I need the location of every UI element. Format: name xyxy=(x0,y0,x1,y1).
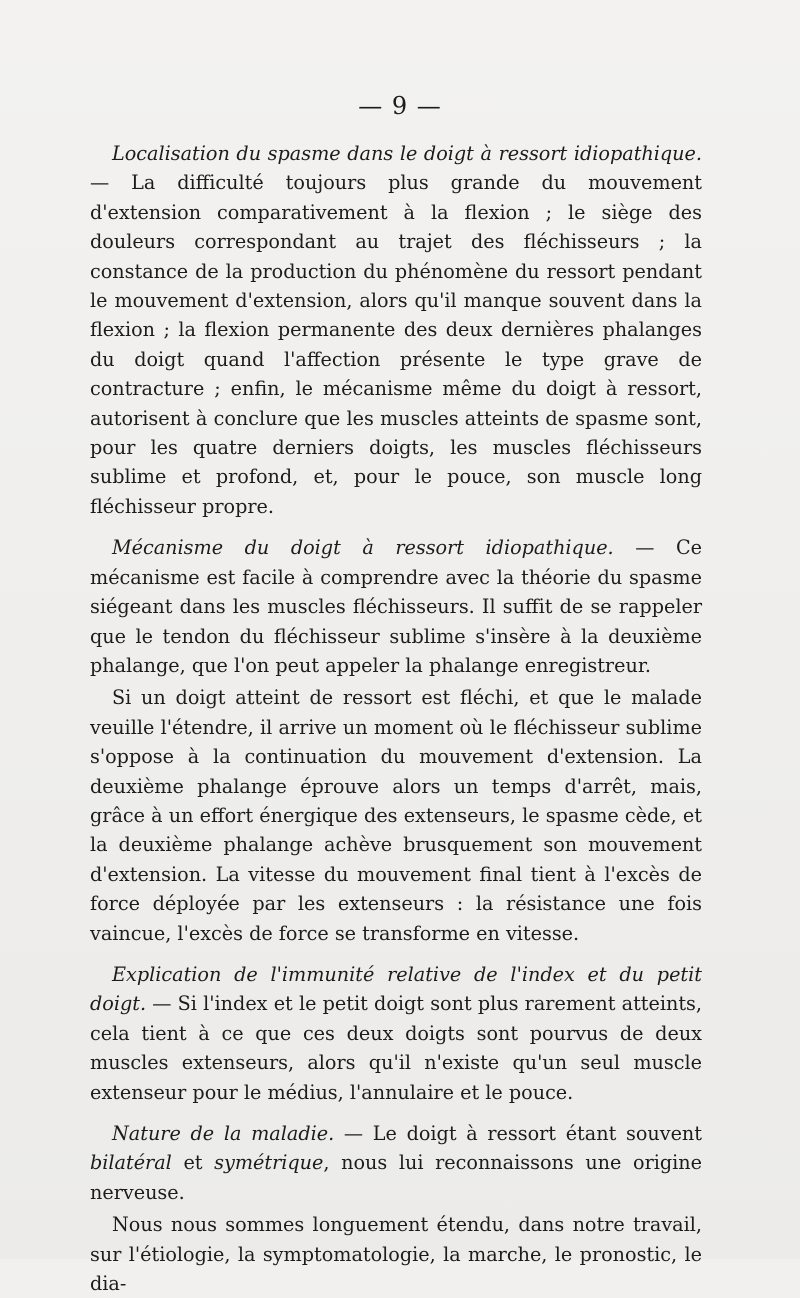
paragraph-etude xyxy=(90,1210,702,1298)
paragraph-text: et xyxy=(171,1151,215,1175)
paragraph-text: , nous lui reconnaissons une origine nerveuse. xyxy=(90,1151,703,1204)
section-heading-immunite: Explication de l'immunité relative de l'index et du petit doigt. xyxy=(90,962,702,1016)
emphasis-bilateral: bilatéral xyxy=(90,1151,172,1175)
paragraph-text: — La difficulté toujours plus grande du mouvement d'extension comparativement à la flexion ; le siège des douleurs correspondant au trajet des fléchisseurs ; la constance de la production du phénomène du ressort pendant le mouvement d'extension, alors qu'il manque souvent dans la flexion ; la flexion permanente des deux dernières phalanges du doigt quand l'affection présente le type grave de contracture ; enfin, le mécanisme même du doigt à ressort, autorisent à conclure que les muscles atteints de spasme sont, pour les quatre derniers doigts, les muscles fléchisseurs sublime et profond, et, pour le pouce, son muscle long fléchisseur propre. xyxy=(90,171,702,518)
paragraph-text: — Ce mécanisme est facile à comprendre avec la théorie du spasme siégeant dans les muscles fléchisseurs. Il suffit de se rappeler que le tendon du fléchisseur sublime s'insère à la deuxième phalange, que l'on peut appeler la phalange enregistreur. xyxy=(90,536,702,677)
section-heading-mecanisme: Mécanisme du doigt à ressort idiopathique. xyxy=(112,536,614,560)
section-heading-localisation: Localisation du spasme dans le doigt à ressort idiopathique. xyxy=(112,142,702,165)
paragraph-text: — Si l'index et le petit doigt sont plus rarement atteints, cela tient à ce que ces deux doigts sont pourvus de deux muscles extenseurs, alors qu'il n'existe qu'un seul muscle extenseur pour le médius, l'annulaire et le pouce. xyxy=(90,992,702,1104)
paragraph-text: — Le doigt à ressort étant souvent xyxy=(334,1122,702,1145)
emphasis-symetrique: symétrique xyxy=(214,1151,324,1175)
paragraph-mouvement xyxy=(90,683,702,948)
paragraph-nature xyxy=(90,1119,702,1207)
paragraph-text: Nous nous sommes longuement étendu, dans notre travail, sur l'étiologie, la symptomatologie, la marche, le pronostic, le dia- xyxy=(90,1213,702,1296)
page-number: — 9 — xyxy=(358,92,442,120)
paragraph-text: Si un doigt atteint de ressort est fléchi, et que le malade veuille l'étendre, il arrive un moment où le fléchisseur sublime s'oppose à la continuation du mouvement d'extension. La deuxième phalange éprouve alors un temps d'arrêt, mais, grâce à un effort énergique des extenseurs, le spasme cède, et la deuxième phalange achève brusquement son mouvement d'extension. La vitesse du mouvement final tient à l'excès de force déployée par les extenseurs : la résistance une fois vaincue, l'excès de force se transforme en vitesse. xyxy=(90,686,702,945)
paragraph-localisation xyxy=(90,139,702,521)
paragraph-mecanisme xyxy=(90,533,702,680)
paragraph-immunite xyxy=(90,960,702,1107)
section-heading-nature: Nature de la maladie. xyxy=(112,1122,335,1145)
body-text xyxy=(90,139,702,1298)
